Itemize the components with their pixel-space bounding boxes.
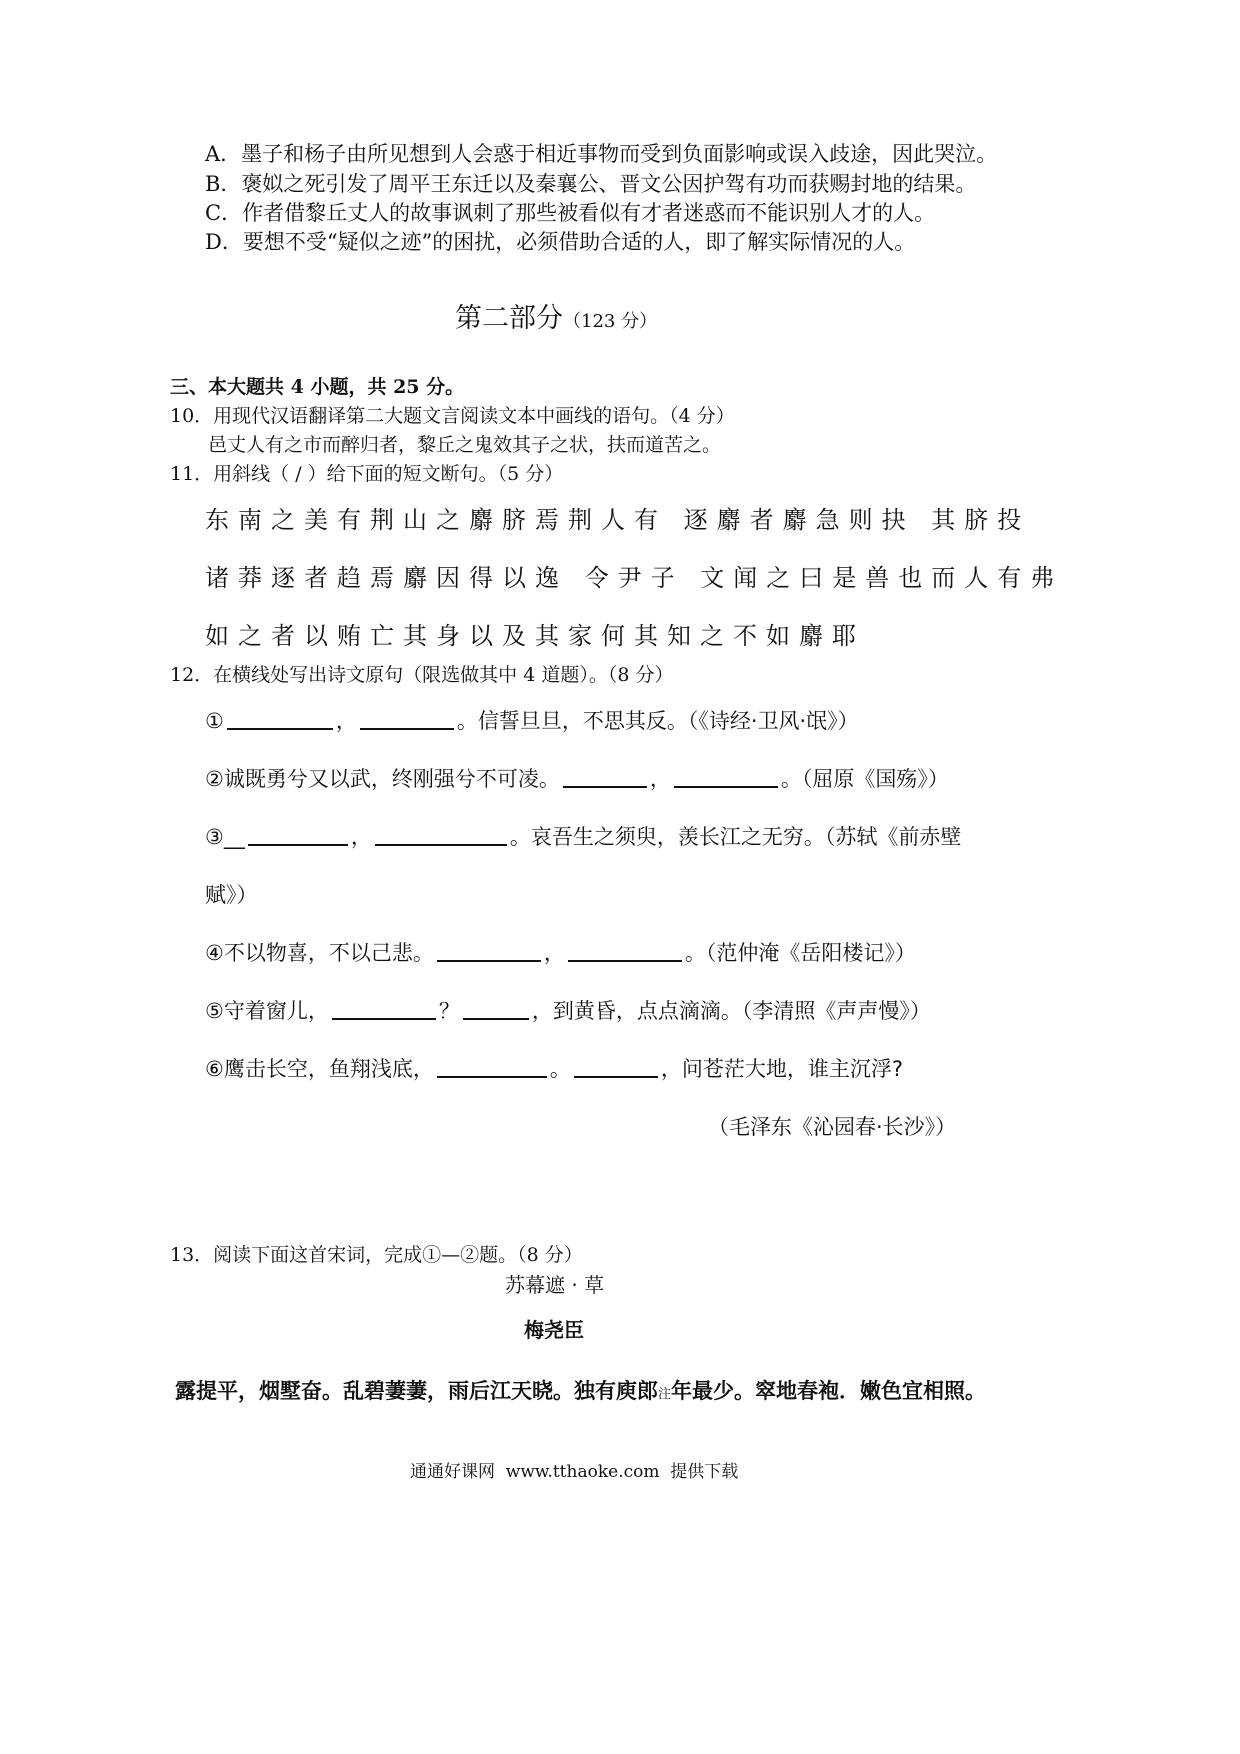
answer-blank[interactable] (437, 940, 541, 962)
q12-item-2-head: ②诚既勇兮又以武，终刚强兮不可凌。 (205, 767, 560, 791)
q12-item-3 (205, 821, 961, 851)
q12-item-5-tail: ，到黄昏，点点滴滴。（李清照《声声慢》） (531, 999, 931, 1023)
q12-item-3-tail: 。哀吾生之须臾，羡长江之无穷。（苏轼《前赤壁 (509, 825, 962, 849)
q12-item-3-continuation: 赋》） (205, 883, 258, 907)
answer-blank[interactable] (568, 940, 682, 962)
section-three-heading: 三、本大题共 4 小题，共 25 分。 (170, 376, 465, 398)
q12-item-2 (205, 763, 949, 793)
q11-text-line-3: 如之者以贿亡其身以及其家何其知之不如麝耶 (205, 622, 865, 650)
q10-sentence: 邑丈人有之市而醉归者，黎丘之鬼效其子之状，扶而道苦之。 (208, 434, 722, 456)
q12-item-1-sep: ， (335, 709, 357, 733)
part-two-title: 第二部分 (455, 303, 563, 334)
q12-item-5-sep: ？ (438, 999, 460, 1023)
part-two-heading (455, 296, 657, 335)
q12-item-2-sep: ， (649, 767, 671, 791)
part-two-score: （123 分） (563, 311, 658, 332)
poem-title: 苏幕遮 · 草 (505, 1273, 605, 1297)
q12-item-6-source: （毛泽东《沁园春·长沙》） (708, 1115, 957, 1139)
answer-blank[interactable] (375, 824, 507, 846)
answer-blank[interactable] (360, 708, 454, 730)
q12-item-4-sep: ， (543, 941, 565, 965)
choice-b: B．褒姒之死引发了周平王东迁以及秦襄公、晋文公因护驾有功而获赐封地的结果。 (205, 172, 977, 196)
q12-item-1-tail: 。信誓旦旦，不思其反。（《诗经·卫风·氓》） (456, 709, 859, 733)
answer-blank[interactable] (563, 766, 647, 788)
choice-c: C．作者借黎丘丈人的故事讽刺了那些被看似有才者迷惑而不能识别人才的人。 (205, 201, 936, 225)
q13-prompt: 13．阅读下面这首宋词，完成①—②题。（8 分） (170, 1244, 583, 1266)
page-footer: 通通好课网 www.tthaoke.com 提供下载 (410, 1462, 739, 1482)
answer-blank[interactable] (674, 766, 778, 788)
q12-item-4-tail: 。（范仲淹《岳阳楼记》） (684, 941, 916, 965)
q10-prompt: 10．用现代汉语翻译第二大题文言阅读文本中画线的语句。（4 分） (170, 405, 735, 427)
choice-d: D．要想不受“疑似之迹”的困扰，必须借助合适的人，即了解实际情况的人。 (205, 230, 916, 254)
poem-line-1-a: 露提平，烟墅奋。乱碧萋萋，雨后江天晓。独有庾郎 (175, 1379, 658, 1403)
q12-item-3-num: ③ (205, 825, 224, 849)
poem-line-1-b: 年最少。窣地春袍．嫩色宜相照。 (671, 1379, 987, 1403)
answer-blank[interactable] (574, 1056, 658, 1078)
answer-blank[interactable] (248, 824, 348, 846)
q12-item-4 (205, 937, 916, 967)
q12-item-3-sep: ， (350, 825, 372, 849)
answer-blank[interactable] (227, 708, 333, 730)
poem-note-marker: 注 (658, 1387, 672, 1402)
answer-blank[interactable] (437, 1056, 547, 1078)
q11-text-line-2: 诸莽逐者趋焉麝因得以逸 令尹子 文闻之曰是兽也而人有弗 (205, 564, 1064, 592)
answer-blank[interactable] (463, 998, 529, 1020)
q12-item-2-tail: 。（屈原《国殇》） (780, 767, 949, 791)
q12-item-6-head: ⑥鹰击长空，鱼翔浅底， (205, 1057, 434, 1081)
q12-item-3-lead: __ (223, 825, 245, 849)
q12-item-1-num: ① (205, 709, 224, 733)
choice-a: A．墨子和杨子由所见想到人会惑于相近事物而受到负面影响或误入歧途，因此哭泣。 (205, 142, 998, 166)
q11-text-line-1: 东南之美有荆山之麝脐焉荆人有 逐麝者麝急则抉 其脐投 (205, 506, 1031, 534)
q12-item-6-sep: 。 (549, 1057, 571, 1081)
q12-item-1 (205, 705, 859, 735)
q12-item-6-tail: ，问苍茫大地，谁主沉浮? (660, 1057, 903, 1081)
q12-item-4-head: ④不以物喜，不以己悲。 (205, 941, 434, 965)
q12-prompt: 12．在横线处写出诗文原句（限选做其中 4 道题）。（8 分） (170, 664, 674, 686)
poem-line-1 (175, 1375, 986, 1405)
q11-prompt: 11．用斜线（ / ）给下面的短文断句。（5 分） (170, 463, 564, 485)
q12-item-6 (205, 1053, 903, 1083)
q12-item-5 (205, 995, 931, 1025)
q12-item-5-head: ⑤守着窗儿， (205, 999, 329, 1023)
poem-author: 梅尧臣 (524, 1318, 584, 1342)
answer-blank[interactable] (332, 998, 436, 1020)
